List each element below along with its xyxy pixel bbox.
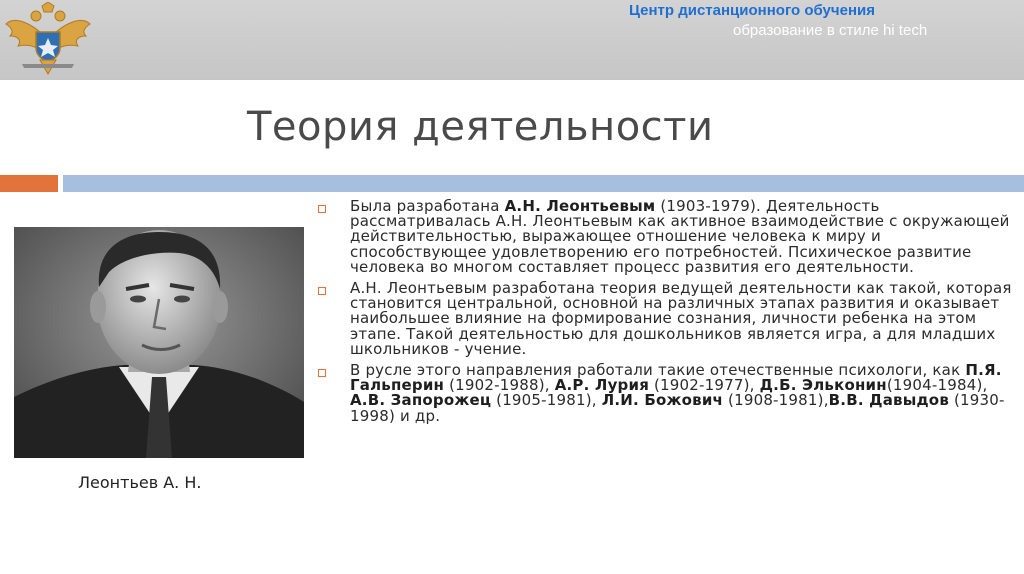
bullet-text-bold: А.Н. Леонтьевым (504, 197, 656, 215)
bullet-text (350, 199, 1018, 275)
square-bullet-icon (318, 287, 326, 295)
slide-header (0, 0, 1024, 80)
bullet-text-bold: П.Я. Гальперин (350, 361, 1002, 395)
bullet-text-segment: (1904-1984), (886, 376, 988, 395)
square-bullet-icon (318, 205, 326, 213)
bullet-text-bold: А.В. Запорожец (350, 391, 492, 410)
photo-caption: Леонтьев А. Н. (78, 473, 202, 492)
bullet-text (350, 281, 1018, 357)
bullet-text-segment: Была разработана (350, 197, 505, 215)
bullet-text (350, 363, 1018, 424)
bullet-text-segment: (1902-1977), (649, 376, 760, 395)
bullet-text-segment: (1908-1981), (723, 391, 829, 410)
slide-title: Теория деятельности (247, 104, 714, 150)
bullet-item (318, 281, 1018, 357)
bullet-text-segment: А.Н. Леонтьевым разработана теория ведущей деятельности как такой, которая становится центральной, основной на различных этапах развития и оказывает наибольшее влияние на формирование сознания, личности ребенка на этом этапе. Такой деятельностью для дошкольников является игра, а для младших школьников - учение. (350, 279, 1012, 358)
bullet-text-segment: В русле этого направления работали такие отечественные психологи, как (350, 361, 966, 380)
bullet-text-bold: В.В. Давыдов (828, 391, 950, 410)
bullet-list (318, 199, 1018, 430)
accent-bar-blue (63, 175, 1024, 192)
bullet-text-bold: Л.И. Божович (601, 391, 724, 410)
bullet-text-segment: (1930-1998) и др. (350, 391, 1005, 425)
bullet-text-segment: (1902-1988), (444, 376, 555, 395)
bullet-item (318, 363, 1018, 424)
bullet-text-bold: Д.Б. Эльконин (759, 376, 887, 395)
portrait-photo (14, 227, 304, 458)
bullet-text-bold: А.Р. Лурия (554, 376, 650, 395)
accent-bar-orange (0, 175, 58, 192)
org-name: Центр дистанционного обучения (629, 2, 875, 19)
bullet-text-segment: (1903-1979). Деятельность рассматривалась А.Н. Леонтьевым как активное взаимодействие с окружающей действительностью, выражающее отношение человека к миру и способствующее удовлетворению его потребностей. Психическое развитие человека во многом составляет процесс развития его деятельности. (350, 197, 1010, 276)
double-headed-eagle-emblem-icon (2, 2, 94, 78)
bullet-text-segment: (1905-1981), (491, 391, 602, 410)
org-slogan: образование в стиле hi tech (733, 22, 928, 39)
square-bullet-icon (318, 369, 326, 377)
bullet-item (318, 199, 1018, 275)
